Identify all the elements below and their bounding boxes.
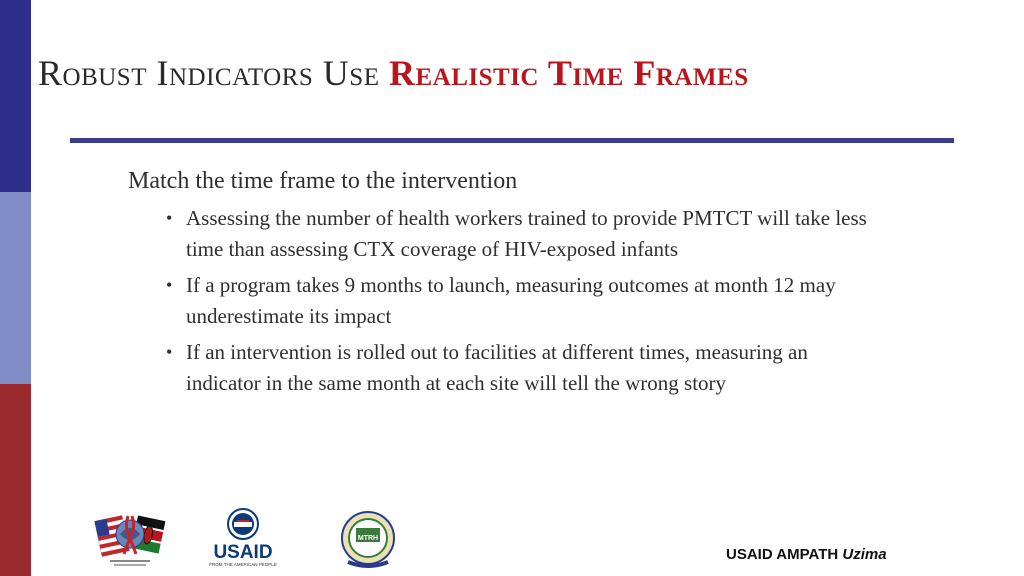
slide-title: [38, 52, 749, 94]
bullet-icon: •: [166, 208, 173, 228]
title-divider: [70, 138, 954, 143]
bullet-text: If an intervention is rolled out to facilities at different times, measuring an indicator in the same month at each site will tell the wrong story: [186, 340, 808, 395]
left-accent-bar-bottom: [0, 384, 31, 576]
title-part-1: Robust Indicators Use: [38, 53, 380, 93]
bullet-icon: •: [166, 275, 173, 295]
footer-brand-italic: Uzima: [842, 546, 887, 563]
bullet-text: If a program takes 9 months to launch, measuring outcomes at month 12 may underestimate its impact: [186, 273, 836, 328]
left-accent-bar-middle: [0, 192, 31, 384]
partnership-flags-logo: [94, 508, 166, 570]
title-part-2: Realistic Time Frames: [388, 53, 749, 93]
usaid-logo: [204, 508, 282, 572]
mtrh-seal-logo: [332, 510, 404, 572]
left-accent-bar-top: [0, 0, 31, 192]
footer-brand-main: USAID AMPATH: [726, 546, 839, 563]
bullet-icon: •: [166, 342, 173, 362]
body-heading: Match the time frame to the intervention: [128, 168, 518, 194]
footer-brand: [726, 546, 887, 563]
seal-text: MTRH: [357, 535, 379, 542]
bullet-item: [158, 270, 886, 332]
bullet-list: [128, 203, 928, 399]
usaid-tagline: FROM THE AMERICAN PEOPLE: [209, 562, 277, 567]
usaid-wordmark: USAID: [213, 542, 273, 563]
bullet-text: Assessing the number of health workers trained to provide PMTCT will take less time than assessing CTX coverage of HIV-exposed infants: [186, 206, 867, 261]
bullet-item: [158, 203, 886, 265]
slide-body: [128, 165, 928, 404]
bullet-item: [158, 337, 886, 399]
